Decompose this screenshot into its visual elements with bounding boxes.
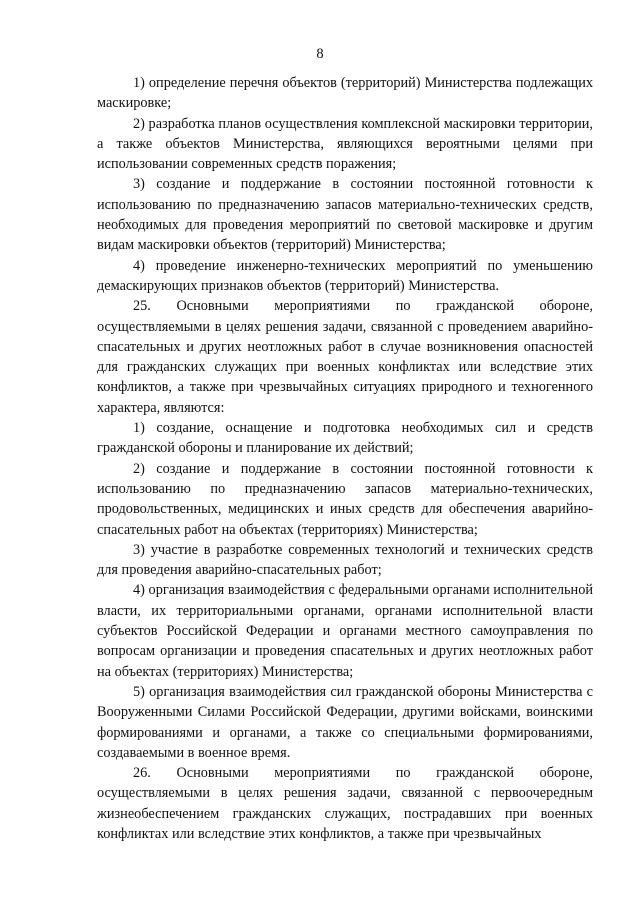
document-body	[97, 73, 593, 844]
paragraph-clause-26: 26. Основными мероприятиями по гражданской обороне, осуществляемыми в целях решения задачи, связанной с первоочередным жизнеобеспечением гражданских служащих, пострадавших при военных конфликтах или вследствие этих конфликтов, а также при чрезвычайных	[97, 765, 593, 842]
page-number: 8	[316, 46, 324, 62]
paragraph-item-4-interaction: 4) организация взаимодействия с федеральными органами исполнительной власти, их территориальными органами, органами исполнительной власти субъектов Российской Федерации и органами местного самоуправления по вопросам организации и проведения спасательных и других неотложных работ на объектах (территориях) Министерства;	[97, 582, 593, 680]
paragraph-item-1-mask-list: 1) определение перечня объектов (территорий) Министерства подлежащих маскировке;	[97, 75, 593, 112]
paragraph-clause-25: 25. Основными мероприятиями по гражданской обороне, осуществляемыми в целях решения задачи, связанной с проведением аварийно-спасательных и других неотложных работ в случае возникновения опасностей для гражданских служащих при военных конфликтах или вследствие этих конфликтов, а также при чрезвычайных ситуациях природного и техногенного характера, являются:	[97, 298, 593, 416]
paragraph-item-5-armed-forces: 5) организация взаимодействия сил гражданской обороны Министерства с Вооруженными Силами Российской Федерации, другими войсками, воинскими формированиями и органами, а также со специальными формированиями, создаваемыми в военное время.	[97, 683, 593, 761]
paragraph-item-2-mask-plans: 2) разработка планов осуществления комплексной маскировки территории, а также объектов Министерства, являющихся вероятными целями при использовании современных средств поражения;	[97, 115, 593, 173]
paragraph-item-3-mask-reserves: 3) создание и поддержание в состоянии постоянной готовности к использованию по предназначению запасов материально-технических средств, необходимых для проведения мероприятий по световой маскировке и другим видам маскировки объектов (территорий) Министерства;	[97, 176, 593, 254]
paragraph-item-1-forces: 1) создание, оснащение и подготовка необходимых сил и средств гражданской обороны и планирование их действий;	[97, 420, 593, 457]
paragraph-item-3-technologies: 3) участие в разработке современных технологий и технических средств для проведения аварийно-спасательных работ;	[97, 541, 593, 579]
paragraph-item-2-reserves: 2) создание и поддержание в состоянии постоянной готовности к использованию по предназначению запасов материально-технических, продовольственных, медицинских и иных средств для обеспечения аварийно-спасательных работ на объектах (территориях) Министерства;	[97, 460, 593, 538]
paragraph-item-4-engineering: 4) проведение инженерно-технических мероприятий по уменьшению демаскирующих признаков объектов (территорий) Министерства.	[97, 257, 593, 294]
